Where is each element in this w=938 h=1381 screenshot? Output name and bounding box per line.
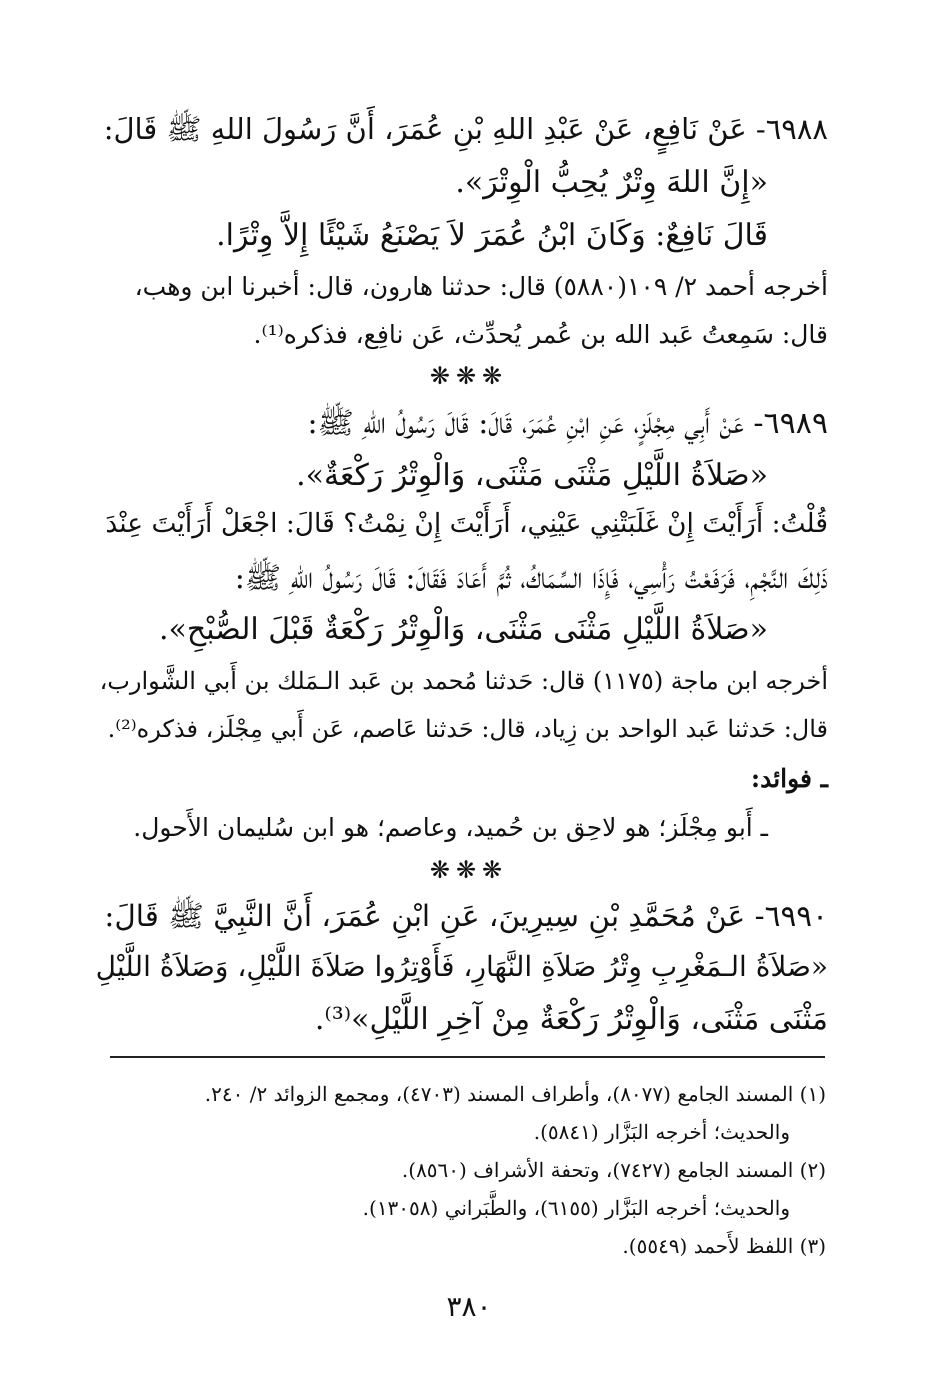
hadith-6989-line-3: قُلْتُ: أَرَأَيْتَ إِنْ غَلَبَتْنِي عَيْنِي، أَرَأَيْتَ إِنْ نِمْتُ؟ قَالَ: اجْعَلْ أَرَأَيْتَ عِنْدَ (105, 508, 828, 539)
footnote-1: (١) المسند الجامع (٨٠٧٧)، وأطراف المسند (٤٧٠٣)، ومجمع الزوائد ٢/ ٢٤٠. (204, 1082, 826, 1106)
hadith-6989-line-2: «صَلاَةُ اللَّيْلِ مَثْنَى مَثْنَى، وَالْوِتْرُ رَكْعَةٌ». (296, 458, 768, 493)
page-number: ٣٨٠ (446, 1290, 492, 1323)
footnote-2-continued: والحديث؛ أخرجه البَزَّار (٦١٥٥)، والطَّبَراني (١٣٠٥٨). (362, 1196, 790, 1220)
hadith-6989-takhrij-1: أخرجه ابن ماجة (١١٧٥) قال: حَدثنا مُحمد بن عَبد الـمَلك بن أَبي الشَّوارب، (99, 667, 828, 695)
footnote-1-continued: والحديث؛ أخرجه البَزَّار (٥٨٤١). (533, 1120, 790, 1144)
hadith-6989-line-1: ٦٩٨٩- عَنْ أَبِي مِجْلَزٍ، عَنِ ابْنِ عُمَرَ، قَالَ: قَالَ رَسُولُ اللهِ ﷺ: (307, 406, 828, 441)
section-separator: ❋❋❋ (429, 362, 509, 390)
hadith-6989-line-4: ذَلِكَ النَّجْمِ، فَرَفَعْتُ رَأْسِي، فَإِذَا السِّمَاكُ، ثُمَّ أَعَادَ فَقَالَ: قَالَ رَسُولُ اللهِ ﷺ: (234, 561, 828, 596)
hadith-6988-line-3: قَالَ نَافِعٌ: وَكَانَ ابْنُ عُمَرَ لاَ يَصْنَعُ شَيْئًا إِلاَّ وِتْرًا. (216, 218, 768, 253)
hadith-6989-takhrij-2: قال: حَدثنا عَبد الواحد بن زِياد، قال: حَدثنا عَاصم، عَن أَبي مِجْلَز، فذكره⁽²⁾. (107, 715, 828, 743)
hadith-6988-takhrij-2: قال: سَمِعتُ عَبد الله بن عُمر يُحدِّث، عَن نافِع، فذكره⁽¹⁾. (253, 320, 828, 349)
footnote-2: (٢) المسند الجامع (٧٤٢٧)، وتحفة الأشراف (٨٥٦٠). (401, 1158, 826, 1182)
hadith-6989-line-5: «صَلاَةُ اللَّيْلِ مَثْنَى مَثْنَى، وَالْوِتْرُ رَكْعَةٌ قَبْلَ الصُّبْحِ». (158, 612, 768, 647)
hadith-6988-takhrij-1: أخرجه أحمد ٢/ ١٠٩(٥٨٨٠) قال: حدثنا هارون، قال: أخبرنا ابن وهب، (134, 272, 828, 301)
section-separator: ❋❋❋ (429, 856, 509, 884)
hadith-6990-line-3: مَثْنَى مَثْنَى، وَالْوِتْرُ رَكْعَةٌ مِنْ آخِرِ اللَّيْلِ»⁽³⁾. (314, 1002, 828, 1037)
hadith-6988-line-2: «إِنَّ اللهَ وِتْرٌ يُحِبُّ الْوِتْرَ». (455, 165, 768, 200)
hadith-6990-line-2: «صَلاَةُ الـمَغْرِبِ وِتْرُ صَلاَةِ النَّهَارِ، فَأَوْتِرُوا صَلاَةَ اللَّيْلِ، وَصَلاَةُ اللَّيْلِ (95, 950, 828, 983)
footnote-3: (٣) اللفظ لأَحمد (٥٥٤٩). (622, 1234, 826, 1258)
hadith-6990-line-1: ٦٩٩٠- عَنْ مُحَمَّدِ بْنِ سِيرِينَ، عَنِ ابْنِ عُمَرَ، أَنَّ النَّبِيَّ ﷺ قَالَ: (104, 899, 828, 933)
hadith-6988-line-1: ٦٩٨٨- عَنْ نَافِعٍ، عَنْ عَبْدِ اللهِ بْنِ عُمَرَ، أَنَّ رَسُولَ اللهِ ﷺ قَالَ: (103, 112, 828, 146)
footnote-separator-rule (110, 1056, 825, 1058)
fawaid-heading: ـ فوائد: (750, 764, 828, 793)
fawaid-item: ـ أَبو مِجْلَز؛ هو لاحِق بن حُميد، وعاصم؛ هو ابن سُليمان الأَحول. (133, 813, 768, 842)
